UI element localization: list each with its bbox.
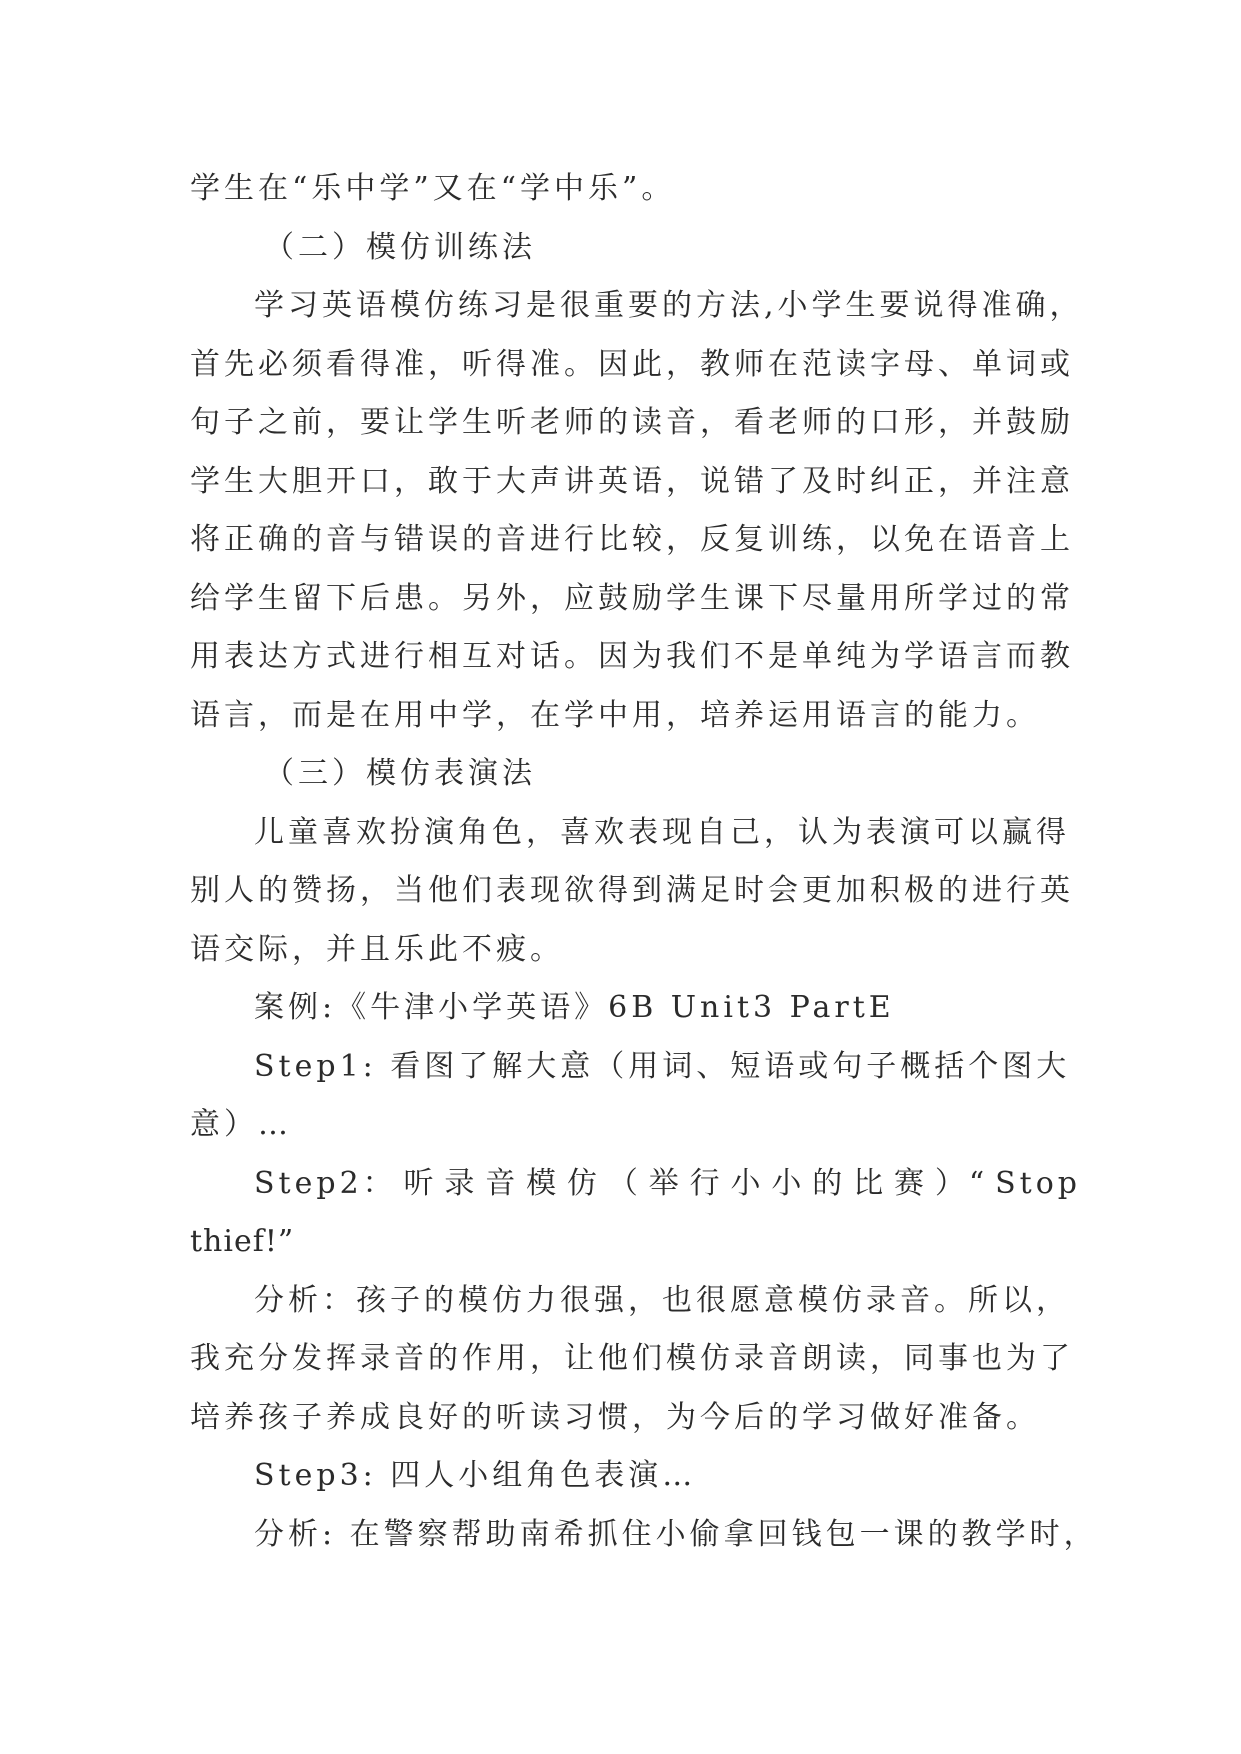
step2-part: 模: [526, 1165, 561, 1201]
paragraph-line: 学习英语模仿练习是很重要的方法,小学生要说得准确，: [254, 288, 1084, 323]
paragraph-line: 我充分发挥录音的作用，让他们模仿录音朗读，同事也为了: [190, 1341, 1074, 1376]
step2-part: 听: [403, 1165, 438, 1201]
paragraph-line: 将正确的音与错误的音进行比较，反复训练，以免在语音上: [190, 522, 1074, 557]
step2-part: 比: [853, 1165, 888, 1201]
step2-part: 的: [812, 1165, 847, 1201]
paragraph-line: 儿童喜欢扮演角色，喜欢表现自己，认为表演可以赢得: [254, 814, 1070, 850]
paragraph-line: 句子之前，要让学生听老师的读音，看老师的口形，并鼓励: [190, 405, 1074, 440]
step2-part: 行: [689, 1165, 724, 1201]
paragraph-line: 学生大胆开口，敢于大声讲英语，说错了及时纠正，并注意: [190, 463, 1074, 499]
step2-part: 小: [730, 1165, 765, 1201]
step2-part: 举: [648, 1165, 683, 1201]
step2-line: [190, 1155, 1085, 1214]
step1-continuation: 意）…: [190, 1107, 292, 1142]
section-heading-imitation-performance: （三）模仿表演法: [264, 756, 536, 791]
step2-continuation: thief!”: [190, 1224, 295, 1259]
step2-part: 仿: [567, 1165, 602, 1201]
step2-part: 赛: [894, 1165, 929, 1201]
section-heading-imitation-training: （二）模仿训练法: [264, 229, 536, 265]
step1-line: Step1: 看图了解大意（用词、短语或句子概括个图大: [254, 1048, 1071, 1084]
paragraph-line: 用表达方式进行相互对话。因为我们不是单纯为学语言而教: [190, 639, 1074, 674]
step3-line: Step3: 四人小组角色表演…: [254, 1458, 697, 1493]
paragraph-line: 语言，而是在用中学，在学中用，培养运用语言的能力。: [190, 697, 1040, 733]
step2-part: Stop: [995, 1165, 1081, 1201]
paragraph-line: 学生在“乐中学”又在“学中乐”。: [190, 171, 676, 206]
step2-part: 音: [485, 1165, 520, 1201]
analysis-line: 分析: 在警察帮助南希抓住小偷拿回钱包一课的教学时，: [254, 1516, 1098, 1552]
step2-part: Step2：: [254, 1165, 397, 1201]
step2-part: ）“: [934, 1165, 989, 1201]
case-line: 案例:《牛津小学英语》6B Unit3 PartE: [254, 990, 895, 1025]
paragraph-line: 语交际，并且乐此不疲。: [190, 931, 564, 967]
step2-part: （: [607, 1165, 642, 1201]
step2-part: 录: [444, 1165, 479, 1201]
paragraph-line: 培养孩子养成良好的听读习惯，为今后的学习做好准备。: [190, 1399, 1040, 1435]
document-page: [190, 160, 1098, 1564]
step2-part: 小: [771, 1165, 806, 1201]
analysis-line: 分析：孩子的模仿力很强，也很愿意模仿录音。所以，: [254, 1282, 1070, 1318]
paragraph-line: 给学生留下后患。另外，应鼓励学生课下尽量用所学过的常: [190, 580, 1074, 616]
paragraph-line: 首先必须看得准，听得准。因此，教师在范读字母、单词或: [190, 346, 1074, 382]
paragraph-line: 别人的赞扬，当他们表现欲得到满足时会更加积极的进行英: [190, 873, 1074, 908]
